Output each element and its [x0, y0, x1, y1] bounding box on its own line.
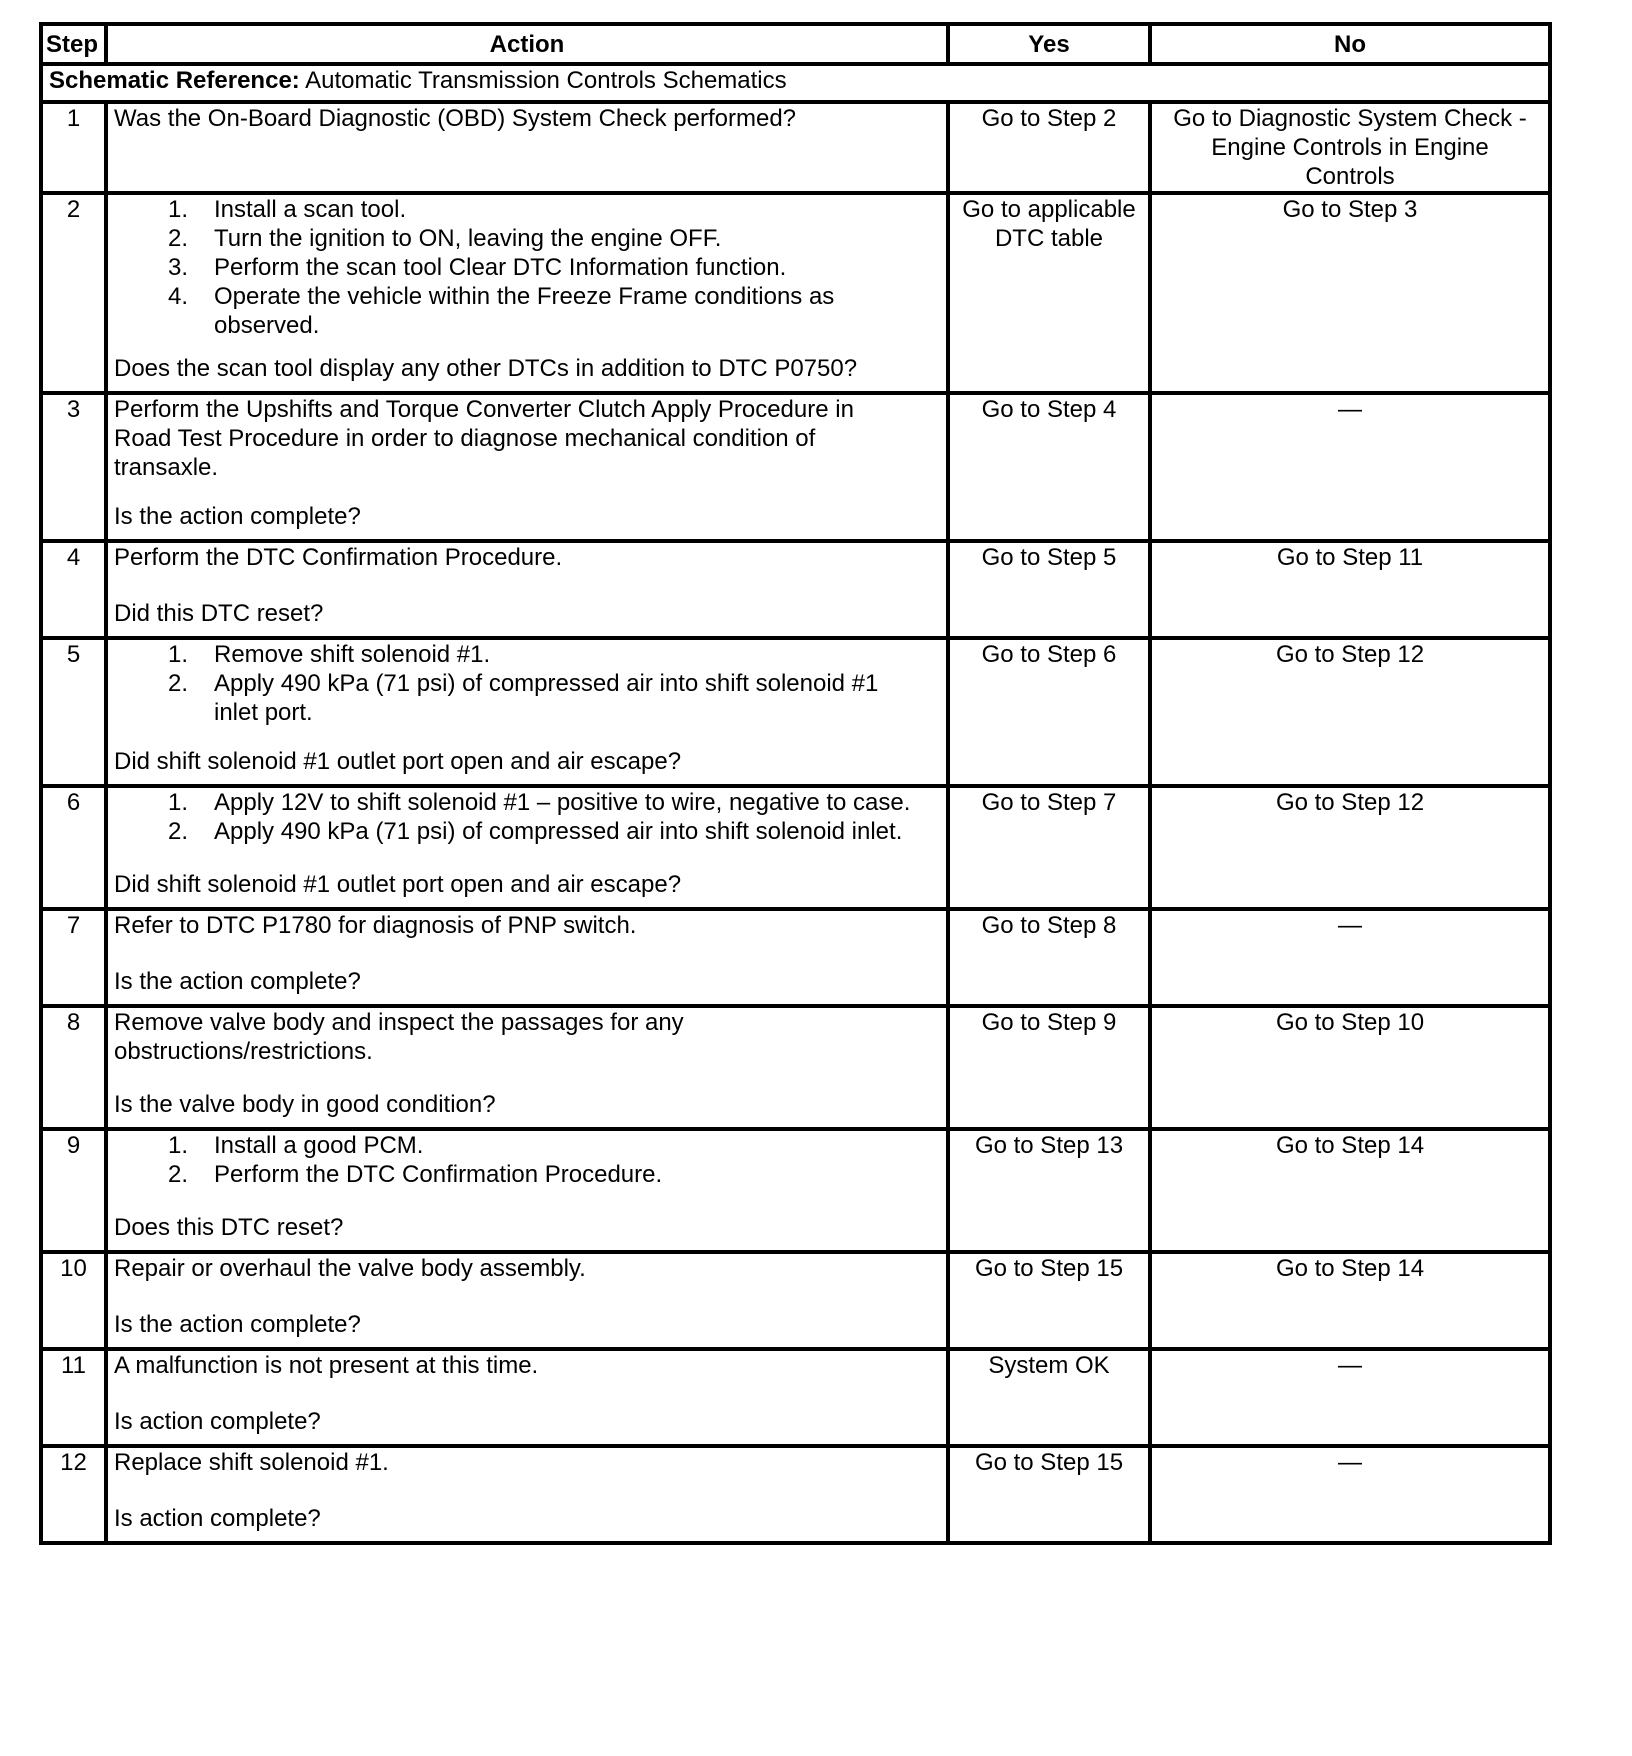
procedure-item-text: Apply 490 kPa (71 psi) of compressed air into shift solenoid inlet.	[214, 818, 903, 845]
action-text: A malfunction is not present at this time.	[114, 1352, 539, 1379]
table-row	[41, 541, 1550, 638]
yes-outcome: Go to Step 5	[948, 541, 1150, 638]
procedure-item	[168, 253, 940, 282]
table-row	[41, 638, 1550, 786]
procedure-item	[168, 1131, 940, 1160]
table-row	[41, 909, 1550, 1006]
header-yes: Yes	[948, 24, 1150, 64]
action-cell	[106, 1349, 948, 1446]
diagnostic-table	[39, 22, 1552, 1545]
procedure-item-number: 2.	[168, 225, 189, 252]
action-text: Was the On-Board Diagnostic (OBD) System Check performed?	[114, 105, 797, 132]
procedure-item	[168, 788, 940, 817]
table-row	[41, 1129, 1550, 1252]
action-content	[114, 911, 940, 996]
table-row	[41, 1252, 1550, 1349]
action-question: Is the action complete?	[114, 503, 361, 530]
procedure-item-text: Install a scan tool.	[214, 196, 407, 223]
procedure-item-text: Operate the vehicle within the Freeze Frame conditions as observed.	[214, 283, 835, 339]
action-text: Perform the DTC Confirmation Procedure.	[114, 544, 563, 571]
procedure-item-text: Turn the ignition to ON, leaving the engine OFF.	[214, 225, 722, 252]
procedure-item-text: Remove shift solenoid #1.	[214, 641, 491, 668]
no-outcome: Go to Step 10	[1150, 1006, 1550, 1129]
yes-outcome: Go to Step 2	[948, 102, 1150, 193]
step-number: 2	[41, 193, 106, 393]
procedure-item-number: 1.	[168, 789, 189, 816]
action-question: Is the valve body in good condition?	[114, 1091, 496, 1118]
procedure-item-number: 2.	[168, 818, 189, 845]
action-question: Did shift solenoid #1 outlet port open and air escape?	[114, 871, 682, 898]
step-number: 12	[41, 1446, 106, 1543]
action-content	[114, 104, 940, 180]
procedure-item-number: 4.	[168, 283, 189, 310]
no-outcome: Go to Step 14	[1150, 1252, 1550, 1349]
step-number: 3	[41, 393, 106, 541]
step-number: 6	[41, 786, 106, 909]
action-cell	[106, 393, 948, 541]
schematic-reference-text: Automatic Transmission Controls Schematics	[299, 67, 787, 94]
no-outcome: Go to Step 3	[1150, 193, 1550, 393]
table-row	[41, 102, 1550, 193]
no-outcome: Go to Step 12	[1150, 638, 1550, 786]
schematic-reference-row	[41, 64, 1550, 102]
procedure-item-number: 1.	[168, 196, 189, 223]
action-question: Is action complete?	[114, 1505, 321, 1532]
yes-outcome: Go to Step 9	[948, 1006, 1150, 1129]
action-question: Did this DTC reset?	[114, 600, 324, 627]
no-outcome: Go to Step 12	[1150, 786, 1550, 909]
table-row	[41, 193, 1550, 393]
table-row	[41, 1349, 1550, 1446]
yes-outcome: Go to Step 13	[948, 1129, 1150, 1252]
no-outcome: Go to Diagnostic System Check - Engine Controls in Engine Controls	[1150, 102, 1550, 193]
action-content	[114, 1131, 940, 1242]
no-outcome: —	[1150, 909, 1550, 1006]
yes-outcome: Go to Step 6	[948, 638, 1150, 786]
action-cell	[106, 1006, 948, 1129]
procedure-item-number: 1.	[168, 1132, 189, 1159]
action-cell	[106, 1446, 948, 1543]
schematic-reference	[41, 64, 1550, 102]
action-content	[114, 1448, 940, 1533]
procedure-item	[168, 195, 940, 224]
action-text: Refer to DTC P1780 for diagnosis of PNP switch.	[114, 912, 637, 939]
action-question: Does the scan tool display any other DTCs in addition to DTC P0750?	[114, 355, 858, 382]
step-number: 11	[41, 1349, 106, 1446]
action-question: Is action complete?	[114, 1408, 321, 1435]
action-cell	[106, 786, 948, 909]
table-row	[41, 1446, 1550, 1543]
action-question: Did shift solenoid #1 outlet port open and air escape?	[114, 748, 682, 775]
action-question: Is the action complete?	[114, 968, 361, 995]
procedure-list	[114, 195, 940, 340]
action-cell	[106, 1129, 948, 1252]
procedure-item	[168, 282, 940, 340]
action-content	[114, 395, 940, 531]
action-text: Perform the Upshifts and Torque Converter Clutch Apply Procedure in Road Test Procedure in order to diagnose mechanical condition of transaxle.	[114, 396, 854, 481]
procedure-list	[114, 640, 940, 727]
action-cell	[106, 541, 948, 638]
procedure-item	[168, 817, 940, 846]
step-number: 7	[41, 909, 106, 1006]
header-no: No	[1150, 24, 1550, 64]
procedure-item	[168, 640, 940, 669]
procedure-item-text: Perform the DTC Confirmation Procedure.	[214, 1161, 663, 1188]
yes-outcome: Go to applicable DTC table	[948, 193, 1150, 393]
no-outcome: —	[1150, 393, 1550, 541]
yes-outcome: Go to Step 15	[948, 1446, 1150, 1543]
action-content	[114, 195, 940, 383]
action-content	[114, 1351, 940, 1436]
procedure-item-text: Perform the scan tool Clear DTC Information function.	[214, 254, 787, 281]
yes-outcome: Go to Step 8	[948, 909, 1150, 1006]
procedure-item	[168, 669, 940, 727]
action-question: Does this DTC reset?	[114, 1214, 344, 1241]
action-text: Replace shift solenoid #1.	[114, 1449, 389, 1476]
step-number: 4	[41, 541, 106, 638]
no-outcome: Go to Step 14	[1150, 1129, 1550, 1252]
procedure-item	[168, 1160, 940, 1189]
action-cell	[106, 909, 948, 1006]
procedure-item-number: 2.	[168, 670, 189, 697]
action-text: Remove valve body and inspect the passages for any obstructions/restrictions.	[114, 1009, 684, 1065]
procedure-item-number: 2.	[168, 1161, 189, 1188]
schematic-reference-label: Schematic Reference:	[49, 67, 300, 94]
table-row	[41, 1006, 1550, 1129]
procedure-item-text: Apply 12V to shift solenoid #1 – positive to wire, negative to case.	[214, 789, 911, 816]
no-outcome: Go to Step 11	[1150, 541, 1550, 638]
action-content	[114, 788, 940, 899]
action-content	[114, 1008, 940, 1119]
no-outcome: —	[1150, 1349, 1550, 1446]
procedure-item-text: Apply 490 kPa (71 psi) of compressed air into shift solenoid #1 inlet port.	[214, 670, 879, 726]
step-number: 5	[41, 638, 106, 786]
action-content	[114, 640, 940, 776]
action-cell	[106, 102, 948, 193]
step-number: 8	[41, 1006, 106, 1129]
header-row	[41, 24, 1550, 64]
action-question: Is the action complete?	[114, 1311, 361, 1338]
table-row	[41, 393, 1550, 541]
yes-outcome: Go to Step 15	[948, 1252, 1150, 1349]
action-content	[114, 1254, 940, 1339]
header-action: Action	[106, 24, 948, 64]
procedure-item	[168, 224, 940, 253]
procedure-item-number: 1.	[168, 641, 189, 668]
header-step: Step	[41, 24, 106, 64]
procedure-item-text: Install a good PCM.	[214, 1132, 424, 1159]
action-content	[114, 543, 940, 628]
no-outcome: —	[1150, 1446, 1550, 1543]
step-number: 10	[41, 1252, 106, 1349]
procedure-item-number: 3.	[168, 254, 189, 281]
yes-outcome: Go to Step 4	[948, 393, 1150, 541]
step-number: 9	[41, 1129, 106, 1252]
step-number: 1	[41, 102, 106, 193]
action-cell	[106, 1252, 948, 1349]
action-text: Repair or overhaul the valve body assembly.	[114, 1255, 586, 1282]
action-cell	[106, 193, 948, 393]
procedure-list	[114, 1131, 940, 1189]
yes-outcome: Go to Step 7	[948, 786, 1150, 909]
action-cell	[106, 638, 948, 786]
yes-outcome: System OK	[948, 1349, 1150, 1446]
procedure-list	[114, 788, 940, 846]
table-row	[41, 786, 1550, 909]
